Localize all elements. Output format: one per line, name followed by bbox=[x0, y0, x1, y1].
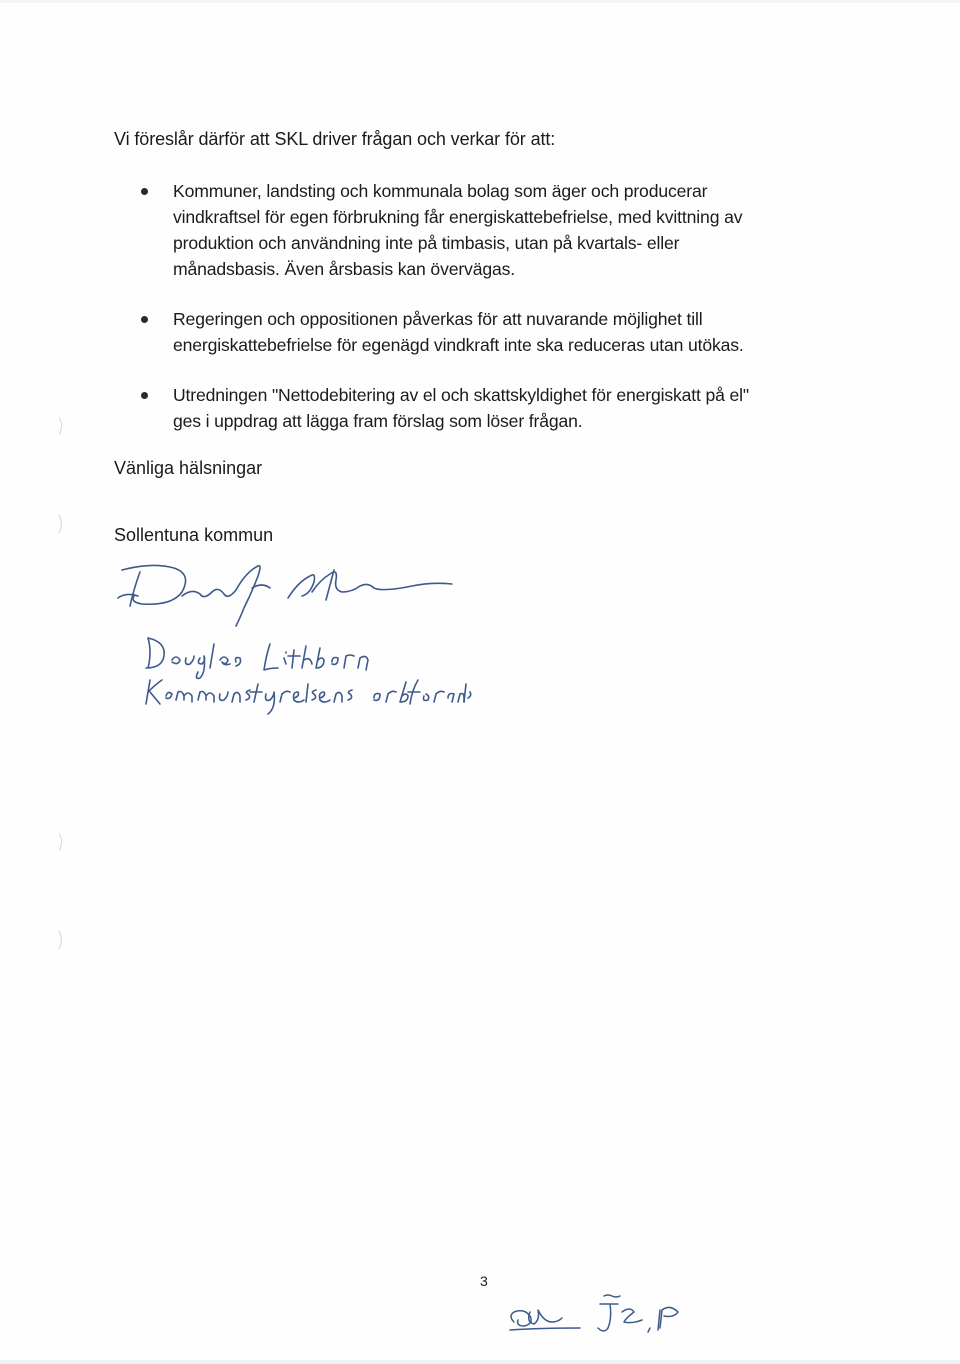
handwritten-initials bbox=[500, 1282, 700, 1342]
list-item-line: Utredningen "Nettodebitering av el och skattskyldighet för energiskatt på el" bbox=[173, 385, 750, 405]
handwritten-signature bbox=[112, 552, 472, 722]
list-item-line: ges i uppdrag att lägga fram förslag som löser frågan. bbox=[173, 411, 583, 431]
closing-greeting: Vänliga hälsningar bbox=[114, 458, 263, 478]
scan-bottom-edge bbox=[0, 1360, 960, 1364]
bullet-icon bbox=[141, 316, 148, 323]
organization-name: Sollentuna kommun bbox=[114, 525, 274, 545]
punch-hole-mark bbox=[56, 416, 66, 436]
punch-hole-mark bbox=[56, 930, 66, 950]
list-item-line: månadsbasis. Även årsbasis kan övervägas. bbox=[173, 259, 515, 279]
page-number: 3 bbox=[480, 1273, 488, 1289]
bullet-icon bbox=[141, 392, 148, 399]
bullet-icon bbox=[141, 188, 148, 195]
intro-paragraph: Vi föreslår därför att SKL driver frågan och verkar för att: bbox=[114, 129, 556, 149]
list-item bbox=[114, 178, 844, 282]
list-item-line: produktion och användning inte på timbasis, utan på kvartals- eller bbox=[173, 233, 680, 253]
list-item bbox=[114, 306, 844, 358]
list-item-line: Kommuner, landsting och kommunala bolag som äger och producerar bbox=[173, 181, 708, 201]
punch-hole-mark bbox=[56, 832, 66, 852]
list-item bbox=[114, 382, 844, 434]
list-item-line: Regeringen och oppositionen påverkas för att nuvarande möjlighet till bbox=[173, 309, 703, 329]
list-item-line: vindkraftsel för egen förbrukning får energiskattebefrielse, med kvittning av bbox=[173, 207, 743, 227]
list-item-line: energiskattebefrielse för egenägd vindkraft inte ska reduceras utan utökas. bbox=[173, 335, 744, 355]
scan-top-edge bbox=[0, 0, 960, 3]
proposal-list bbox=[114, 178, 844, 434]
punch-hole-mark bbox=[56, 514, 66, 534]
